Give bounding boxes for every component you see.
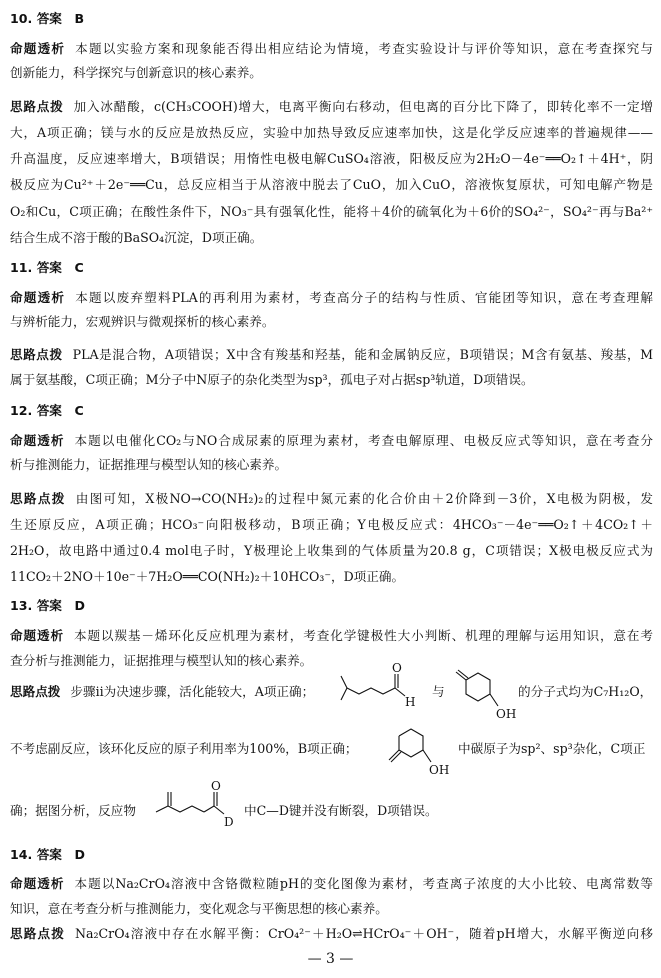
hexenal-structure [337, 661, 417, 714]
section-label: 命题透析 [10, 876, 65, 891]
q11-analysis-line1: 命题透析 本题以废弃塑料PLA的再利用为素材，考查高分子的结构与性质、官能团等知识，意在考查理解 [10, 290, 653, 305]
q10-solution-line6: 结合生成不溶于酸的BaSO₄沉淀，D项正确。 [10, 230, 263, 245]
q12-answer-header: 12. 答案 C [10, 403, 84, 418]
q12-analysis-line1: 命题透析 本题以电催化CO₂与NO合成尿素的原理为素材，考查电解原理、电极反应式等知识，意在考查分 [10, 433, 653, 448]
q10-solution-line2: 大，A项正确；镁与水的反应是放热反应，实验中加热导致反应速率加快，这是化学反应速率的普遍规律—— [10, 125, 653, 140]
deuterated-hexenal-structure [152, 779, 242, 830]
q14-answer-header: 14. 答案 D [10, 847, 85, 862]
q11-solution-line2: 属于氨基酸，C项正确；M分子中N原子的杂化类型为sp³，孤电子对占据sp³轨道，D项错误。 [10, 372, 534, 387]
deuterium-label: D [224, 815, 234, 829]
q14-analysis-line1: 命题透析 本题以Na₂CrO₄溶液中含铬微粒随pH的变化图像为素材，考查离子浓度的大小比较、电离常数等 [10, 876, 653, 891]
q13-solution-line3-part1: 确；据图分析，反应物 [10, 803, 136, 818]
q13-solution-line3-part2: 中C—D键并没有断裂，D项错误。 [244, 803, 438, 818]
q12-solution-line1: 思路点拨 由图可知，X极NO→CO(NH₂)₂的过程中氮元素的化合价由＋2价降到－3价，X电极为阴极，发 [10, 491, 653, 506]
q13-solution-line2-part2: 中碳原子为sp²、sp³杂化，C项正 [458, 741, 646, 756]
cyclohexanol-structure-1 [452, 668, 518, 720]
q13-answer-header: 13. 答案 D [10, 598, 85, 613]
q13-analysis-line1: 命题透析 本题以羰基－烯环化反应机理为素材，考查化学键极性大小判断、机理的理解与运用知识，意在考 [10, 628, 653, 643]
q14-analysis-line2: 知识，意在考查分析与推测能力，变化观念与平衡思想的核心素养。 [10, 901, 388, 916]
q13-solution-line1-part3: 的分子式均为C₇H₁₂O， [518, 684, 653, 699]
q12-analysis-line2: 析与推测能力，证据推理与模型认知的核心素养。 [10, 457, 288, 472]
deuterated-oxygen-label: O [211, 779, 221, 793]
q10-solution-line4: 极反应为Cu²⁺＋2e⁻══Cu，总反应相当于从溶液中脱去了CuO，加入CuO，溶液恢复原状，可知电解产物是 [10, 177, 653, 192]
q10-analysis-line1: 命题透析 本题以实验方案和现象能否得出相应结论为情境，考查实验设计与评价等知识，意在考查探究与 [10, 41, 653, 56]
q14-solution-line1: 思路点拨 Na₂CrO₄溶液中存在水解平衡：CrO₄²⁻＋H₂O⇌HCrO₄⁻＋OH⁻，随着pH增大，水解平衡逆向移 [10, 926, 653, 941]
hexenal-hydrogen-label: H [405, 695, 416, 709]
q11-solution-line1: 思路点拨 PLA是混合物，A项错误；X中含有羧基和羟基，能和金属钠反应，B项错误；M含有氨基、羧基，M [10, 347, 653, 362]
cyclohexanol-1-oh-label: OH [496, 707, 517, 721]
q10-analysis-line2: 创新能力，科学探究与创新意识的核心素养。 [10, 65, 262, 80]
section-label: 命题透析 [10, 41, 66, 56]
q10-solution-line3: 升高温度，反应速率增大，B项错误；用惰性电极电解CuSO₄溶液，阳极反应为2H₂O－4e⁻══O₂↑＋4H⁺，阴 [10, 151, 653, 166]
section-label: 命题透析 [10, 433, 65, 448]
q13-analysis-line2: 查分析与推测能力，证据推理与模型认知的核心素养。 [10, 653, 313, 668]
section-label: 命题透析 [10, 628, 64, 643]
section-label: 命题透析 [10, 290, 66, 305]
section-label: 思路点拨 [10, 491, 66, 506]
cyclohexanol-structure-2 [385, 724, 451, 776]
q10-solution-line5: O₂和Cu，C项正确；在酸性条件下，NO₃⁻具有强氧化性，能将＋4价的硫氧化为＋6价的SO₄²⁻，SO₄²⁻再与Ba²⁺ [10, 204, 653, 219]
q12-solution-line4: 11CO₂＋2NO＋10e⁻＋7H₂O══CO(NH₂)₂＋10HCO₃⁻，D项正确。 [10, 569, 405, 584]
q13-solution-line1-part1: 思路点拨 步骤ⅱ为决速步骤，活化能较大，A项正确； [10, 684, 315, 699]
section-label: 思路点拨 [10, 99, 64, 114]
q12-solution-line2: 生还原反应，A项正确；HCO₃⁻向阳极移动，B项正确；Y电极反应式：4HCO₃⁻－4e⁻══O₂↑＋4CO₂↑＋ [10, 517, 653, 532]
cyclohexanol-2-oh-label: OH [429, 763, 450, 777]
q10-answer-header: 10. 答案 B [10, 11, 85, 26]
section-label: 思路点拨 [10, 684, 61, 699]
q11-analysis-line2: 与辨析能力，宏观辨识与微观探析的核心素养。 [10, 314, 275, 329]
q13-solution-line2-part1: 不考虑副反应，该环化反应的原子利用率为100%，B项正确； [10, 741, 358, 756]
hexenal-oxygen-label: O [392, 661, 402, 675]
q12-solution-line3: 2H₂O，故电路中通过0.4 mol电子时，Y极理论上收集到的气体质量为20.8 g，C项错误；X极电极反应式为 [10, 543, 653, 558]
section-label: 思路点拨 [10, 347, 63, 362]
section-label: 思路点拨 [10, 926, 65, 941]
q10-solution-line1: 思路点拨 加入冰醋酸，c(CH₃COOH)增大，电离平衡向右移动，但电离的百分比下降了，即转化率不一定增 [10, 99, 653, 114]
page-number: — 3 — [307, 951, 354, 967]
q13-solution-line1-part2: 与 [432, 684, 445, 699]
q11-answer-header: 11. 答案 C [10, 260, 84, 275]
